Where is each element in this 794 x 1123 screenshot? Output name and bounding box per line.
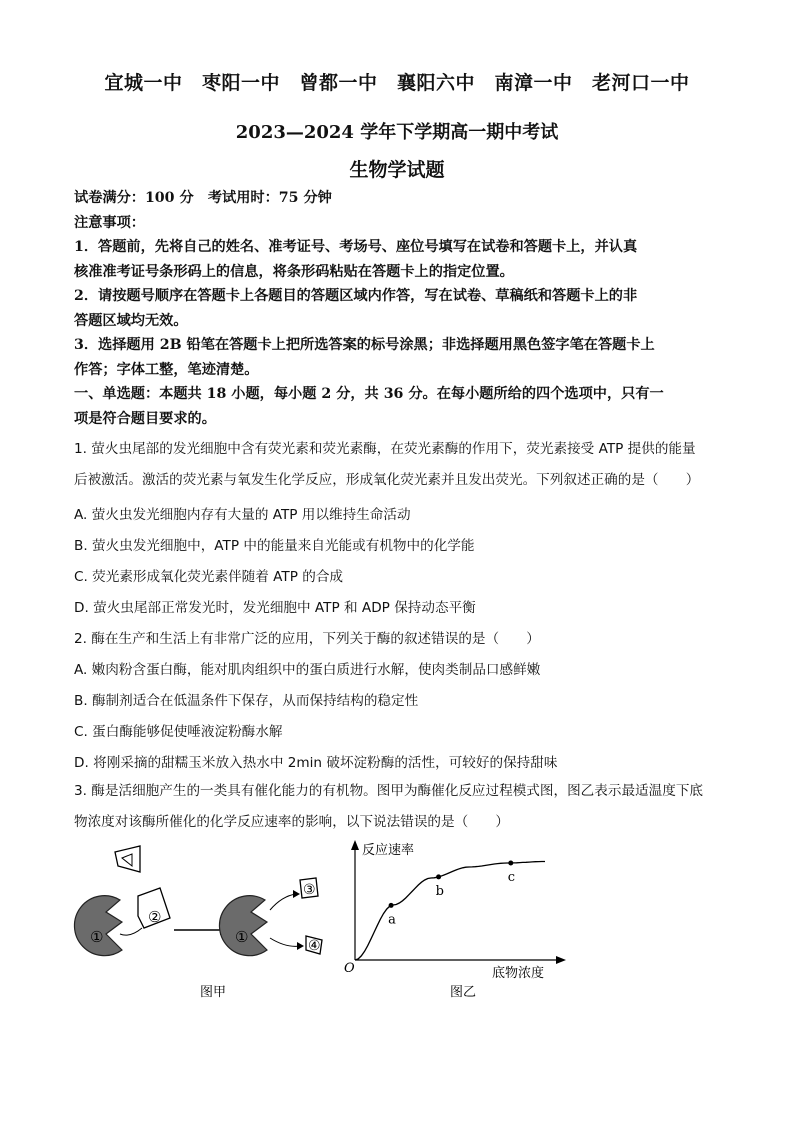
label-1-second: ①	[235, 928, 249, 946]
question-2-option-a: A. 嫩肉粉含蛋白酶，能对肌肉组织中的蛋白质进行水解，使肉类制品口感鲜嫩	[74, 662, 541, 678]
origin-label: O	[344, 961, 355, 976]
note-2-line-1: 2．请按题号顺序在答题卡上各题目的答题区域内作答，写在试卷、草稿纸和答题卡上的非	[74, 288, 638, 304]
question-3-stem-line-2: 物浓度对该酶所催化的化学反应速率的影响，以下说法错误的是（ ）	[74, 814, 509, 830]
question-1-option-a: A. 萤火虫发光细胞内存有大量的 ATP 用以维持生命活动	[74, 507, 411, 523]
arrow-to-3	[270, 894, 296, 910]
exam-title: 2023—2024 学年下学期高一期中考试	[235, 122, 559, 143]
x-axis-label: 底物浓度	[492, 966, 545, 981]
arrow-to-3-head	[293, 890, 300, 898]
point-a	[389, 903, 394, 908]
point-b	[436, 874, 441, 879]
point-c	[508, 860, 513, 865]
x-axis-arrow	[556, 956, 566, 964]
label-4: ④	[308, 938, 321, 954]
question-2-option-d: D. 将刚采摘的甜糯玉米放入热水中 2min 破坏淀粉酶的活性，可较好的保持甜味	[74, 755, 558, 771]
note-3-line-2: 作答；字体工整，笔迹清楚。	[74, 361, 259, 378]
note-3-line-1: 3．选择题用 2B 铅笔在答题卡上把所选答案的标号涂黑；非选择题用黑色签字笔在答题卡上	[74, 337, 655, 353]
y-axis-arrow	[351, 840, 359, 850]
question-2-option-b: B. 酶制剂适合在低温条件下保存，从而保持结构的稳定性	[74, 693, 419, 709]
arrow-to-4	[270, 938, 300, 946]
caption-figure-a: 图甲	[200, 985, 227, 1000]
enzyme-shape-1	[74, 896, 122, 956]
question-3-figures	[60, 838, 580, 1008]
label-3: ③	[303, 882, 316, 898]
note-2-line-2: 答题区域均无效。	[74, 312, 188, 329]
question-3-stem	[74, 776, 734, 838]
figure-a-diagram	[74, 846, 322, 1000]
question-1-option-b: B. 萤火虫发光细胞中，ATP 中的能量来自光能或有机物中的化学能	[74, 538, 475, 554]
exam-meta: 试卷满分：100 分 考试用时：75 分钟	[74, 190, 332, 206]
label-2: ②	[148, 908, 162, 926]
point-c-label: c	[507, 869, 516, 885]
question-2-option-c: C. 蛋白酶能够促使唾液淀粉酶水解	[74, 724, 283, 740]
note-1-line-2: 核准准考证号条形码上的信息，将条形码粘贴在答题卡上的指定位置。	[74, 263, 514, 280]
arrow-curve-1	[120, 928, 142, 935]
point-b-label: b	[435, 883, 444, 899]
subject-title: 生物学试题	[349, 159, 445, 181]
question-1-option-c: C. 荧光素形成氧化荧光素伴随着 ATP 的合成	[74, 569, 344, 585]
school-list: 宜城一中 枣阳一中 曾都一中 襄阳六中 南漳一中 老河口一中	[104, 72, 690, 94]
note-1-line-1: 1．答题前，先将自己的姓名、准考证号、考场号、座位号填写在试卷和答题卡上，并认真	[74, 239, 638, 255]
question-3-stem-line-1: 3. 酶是活细胞产生的一类具有催化能力的有机物。图甲为酶催化反应过程模式图，图乙表示最适温度下底	[74, 783, 704, 799]
enzyme-shape-2	[219, 896, 267, 956]
notice-title: 注意事项：	[74, 214, 145, 231]
question-1-stem	[74, 434, 734, 496]
question-2-stem: 2. 酶在生产和生活上有非常广泛的应用，下列关于酶的叙述错误的是（ ）	[74, 631, 540, 647]
label-1-first: ①	[90, 928, 104, 946]
section-line-1: 一、单选题：本题共 18 小题，每小题 2 分，共 36 分。在每小题所给的四个选项中，只有一	[74, 386, 664, 402]
question-1-stem-line-1: 1. 萤火虫尾部的发光细胞中含有荧光素和荧光素酶，在荧光素酶的作用下，荧光素接受 ATP 提供的能量	[74, 441, 696, 457]
rate-curve	[355, 862, 545, 961]
figure-b-chart	[344, 840, 566, 1000]
y-axis-label: 反应速率	[362, 843, 415, 858]
question-1-option-d: D. 萤火虫尾部正常发光时，发光细胞中 ATP 和 ADP 保持动态平衡	[74, 600, 476, 616]
caption-figure-b: 图乙	[450, 985, 477, 1000]
point-a-label: a	[388, 912, 396, 928]
question-1-stem-line-2: 后被激活。激活的荧光素与氧发生化学反应，形成氧化荧光素并且发出荧光。下列叙述正确的是（ ）	[74, 472, 700, 488]
section-line-2: 项是符合题目要求的。	[74, 410, 216, 427]
arrow-to-4-head	[297, 942, 304, 950]
instructions	[74, 186, 724, 431]
